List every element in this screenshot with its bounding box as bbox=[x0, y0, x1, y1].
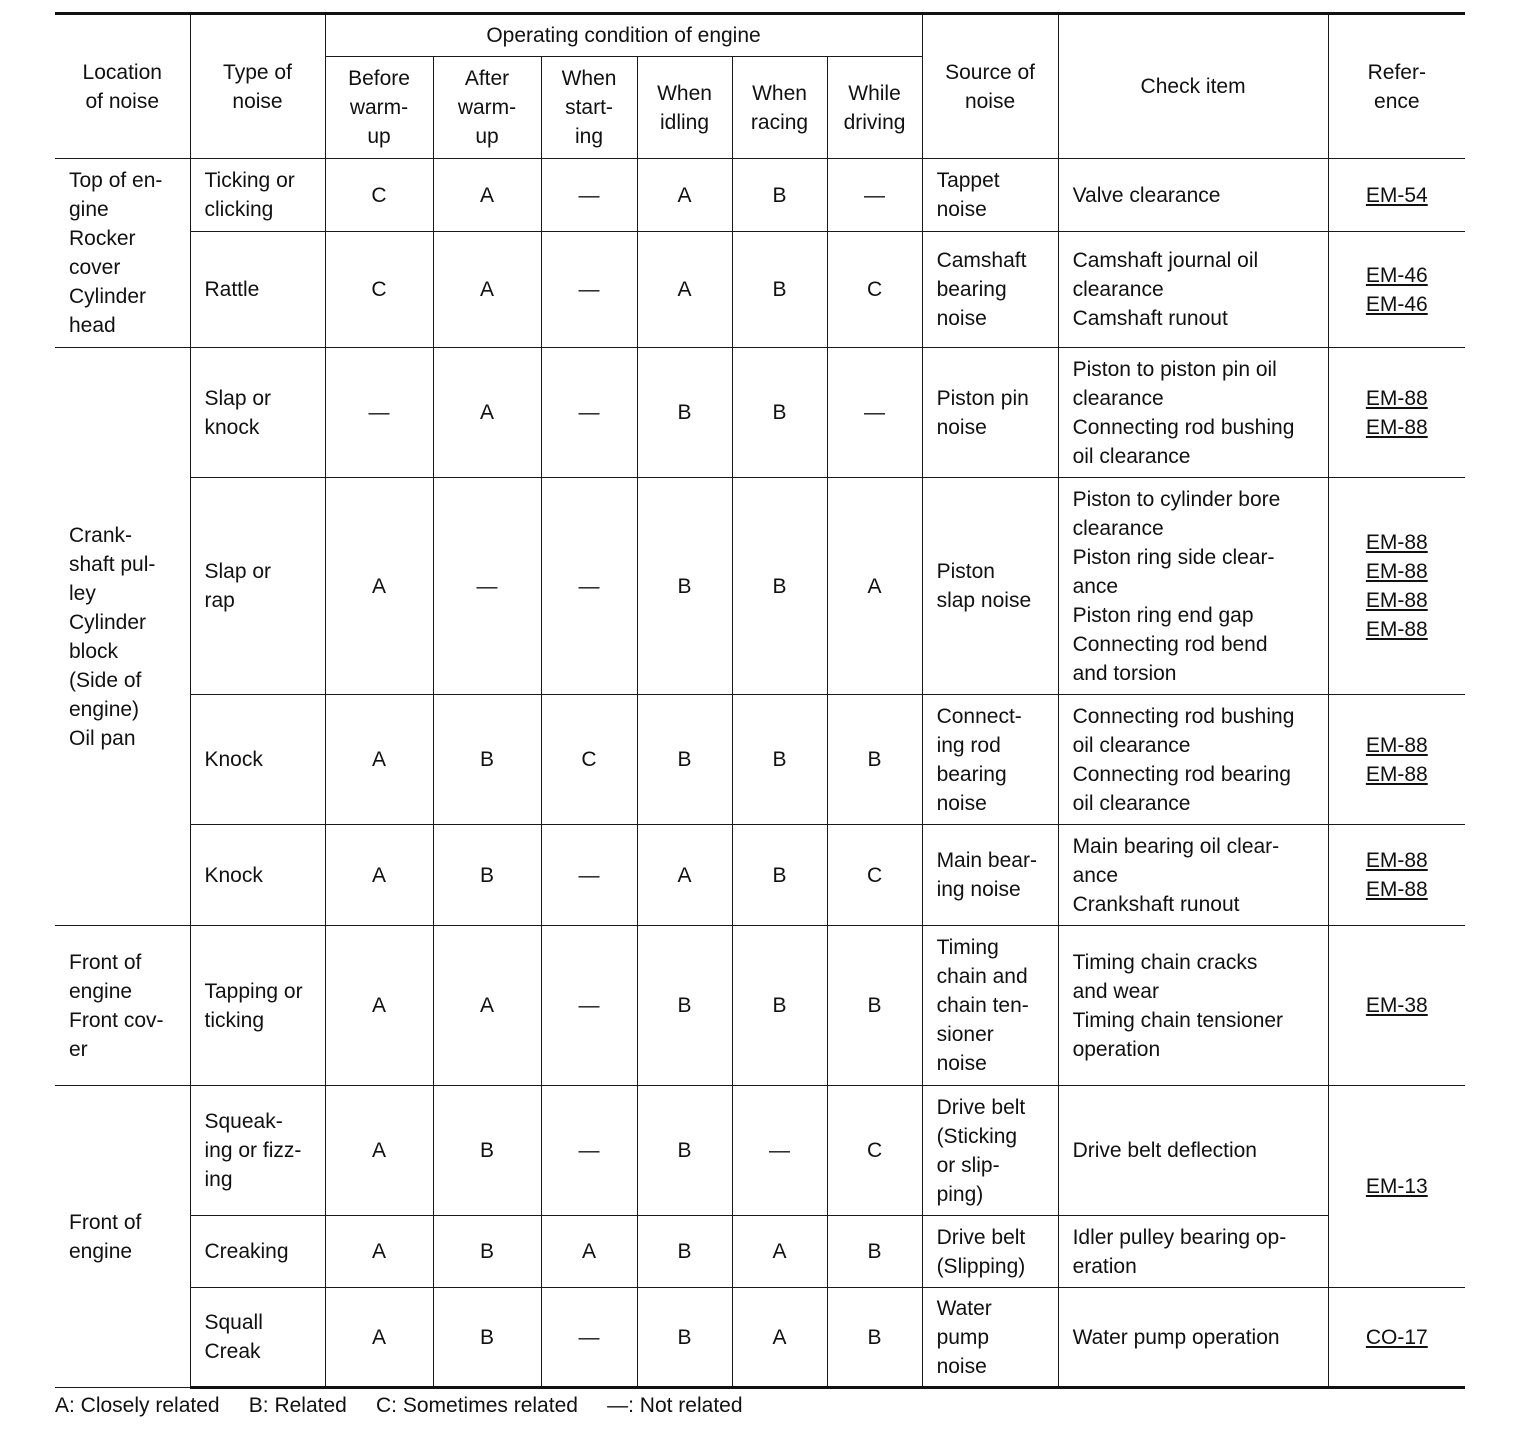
reference-link[interactable]: EM-88 bbox=[1365, 878, 1428, 901]
noise-source-cell: Tappet noise bbox=[922, 159, 1058, 232]
engine-noise-table-container bbox=[55, 12, 1465, 1389]
condition-cell-when-idling: A bbox=[637, 159, 732, 232]
legend-closely-related: A: Closely related bbox=[55, 1394, 220, 1417]
noise-source-cell: Piston slap noise bbox=[922, 478, 1058, 695]
reference-link[interactable]: EM-88 bbox=[1365, 560, 1428, 583]
reference-cell bbox=[1328, 1086, 1465, 1288]
condition-cell-after-warmup: B bbox=[433, 1216, 541, 1288]
check-item-cell: Valve clearance bbox=[1058, 159, 1328, 232]
noise-type-cell: Ticking or clicking bbox=[190, 159, 325, 232]
noise-source-cell: Camshaft bearing noise bbox=[922, 232, 1058, 348]
condition-cell-when-idling: B bbox=[637, 695, 732, 825]
condition-cell-after-warmup: A bbox=[433, 159, 541, 232]
noise-source-cell: Main bear- ing noise bbox=[922, 825, 1058, 926]
condition-cell-when-racing: B bbox=[732, 825, 827, 926]
noise-source-cell: Water pump noise bbox=[922, 1288, 1058, 1388]
legend-sometimes-related: C: Sometimes related bbox=[376, 1394, 578, 1417]
condition-cell-while-driving: C bbox=[827, 1086, 922, 1216]
header-after-warmup: After warm- up bbox=[433, 57, 541, 159]
condition-cell-before-warmup: C bbox=[325, 232, 433, 348]
reference-link[interactable]: EM-46 bbox=[1365, 292, 1428, 316]
engine-noise-diagnosis-table bbox=[55, 12, 1465, 1389]
reference-link[interactable]: EM-88 bbox=[1365, 849, 1428, 872]
condition-cell-when-idling: B bbox=[637, 348, 732, 478]
condition-cell-when-starting: — bbox=[541, 825, 637, 926]
noise-type-cell: Squeak- ing or fizz- ing bbox=[190, 1086, 325, 1216]
condition-cell-after-warmup: A bbox=[433, 232, 541, 348]
header-check-item: Check item bbox=[1058, 14, 1328, 159]
table-row bbox=[55, 1288, 1465, 1388]
header-when-starting: When start- ing bbox=[541, 57, 637, 159]
reference-link[interactable]: EM-46 bbox=[1365, 263, 1428, 287]
reference-link[interactable]: EM-13 bbox=[1365, 1175, 1428, 1198]
reference-link[interactable]: CO-17 bbox=[1365, 1325, 1428, 1349]
condition-cell-when-starting: — bbox=[541, 926, 637, 1086]
condition-cell-when-starting: — bbox=[541, 1086, 637, 1216]
condition-cell-after-warmup: B bbox=[433, 1288, 541, 1388]
noise-source-cell: Connect- ing rod bearing noise bbox=[922, 695, 1058, 825]
condition-cell-while-driving: C bbox=[827, 825, 922, 926]
noise-type-cell: Rattle bbox=[190, 232, 325, 348]
reference-link[interactable]: EM-88 bbox=[1365, 386, 1428, 410]
header-source: Source of noise bbox=[922, 14, 1058, 159]
header-while-driving: While driving bbox=[827, 57, 922, 159]
header-when-racing: When racing bbox=[732, 57, 827, 159]
legend-related: B: Related bbox=[248, 1394, 347, 1417]
condition-cell-after-warmup: B bbox=[433, 825, 541, 926]
condition-cell-when-racing: B bbox=[732, 926, 827, 1086]
condition-cell-before-warmup: A bbox=[325, 825, 433, 926]
condition-cell-while-driving: C bbox=[827, 232, 922, 348]
check-item-cell: Idler pulley bearing op- eration bbox=[1058, 1216, 1328, 1288]
condition-cell-while-driving: — bbox=[827, 159, 922, 232]
noise-type-cell: Knock bbox=[190, 825, 325, 926]
condition-cell-when-racing: B bbox=[732, 159, 827, 232]
noise-source-cell: Drive belt (Slipping) bbox=[922, 1216, 1058, 1288]
check-item-cell: Main bearing oil clear- ance Crankshaft runout bbox=[1058, 825, 1328, 926]
condition-cell-when-starting: — bbox=[541, 348, 637, 478]
location-cell-crankshaft-cylinder-block: Crank- shaft pul- ley Cylinder block (Side of engine) Oil pan bbox=[55, 348, 190, 926]
table-row bbox=[55, 478, 1465, 695]
condition-cell-after-warmup: B bbox=[433, 1086, 541, 1216]
header-operating-condition: Operating condition of engine bbox=[325, 14, 922, 57]
legend bbox=[55, 1394, 743, 1418]
condition-cell-when-starting: — bbox=[541, 232, 637, 348]
reference-link[interactable]: EM-54 bbox=[1365, 183, 1428, 207]
reference-cell bbox=[1328, 478, 1465, 695]
check-item-cell: Timing chain cracks and wear Timing chain tensioner operation bbox=[1058, 926, 1328, 1086]
condition-cell-when-starting: — bbox=[541, 478, 637, 695]
reference-link[interactable]: EM-88 bbox=[1365, 531, 1428, 554]
header-reference: Refer- ence bbox=[1328, 14, 1465, 159]
condition-cell-while-driving: B bbox=[827, 1216, 922, 1288]
check-item-cell: Camshaft journal oil clearance Camshaft runout bbox=[1058, 232, 1328, 348]
header-when-idling: When idling bbox=[637, 57, 732, 159]
condition-cell-before-warmup: A bbox=[325, 1288, 433, 1388]
reference-link[interactable]: EM-88 bbox=[1365, 589, 1428, 612]
legend-not-related: —: Not related bbox=[607, 1394, 743, 1417]
noise-type-cell: Creaking bbox=[190, 1216, 325, 1288]
condition-cell-before-warmup: — bbox=[325, 348, 433, 478]
condition-cell-when-racing: B bbox=[732, 232, 827, 348]
header-before-warmup: Before warm- up bbox=[325, 57, 433, 159]
table-row bbox=[55, 695, 1465, 825]
condition-cell-after-warmup: B bbox=[433, 695, 541, 825]
location-cell-top-of-engine: Top of en- gine Rocker cover Cylinder head bbox=[55, 159, 190, 348]
condition-cell-before-warmup: A bbox=[325, 1216, 433, 1288]
header-type: Type of noise bbox=[190, 14, 325, 159]
table-row bbox=[55, 232, 1465, 348]
condition-cell-when-idling: A bbox=[637, 232, 732, 348]
noise-source-cell: Piston pin noise bbox=[922, 348, 1058, 478]
condition-cell-when-racing: — bbox=[732, 1086, 827, 1216]
condition-cell-when-idling: B bbox=[637, 1216, 732, 1288]
condition-cell-when-idling: A bbox=[637, 825, 732, 926]
condition-cell-before-warmup: A bbox=[325, 695, 433, 825]
check-item-cell: Piston to piston pin oil clearance Connecting rod bushing oil clearance bbox=[1058, 348, 1328, 478]
condition-cell-when-starting: C bbox=[541, 695, 637, 825]
table-row bbox=[55, 159, 1465, 232]
condition-cell-after-warmup: A bbox=[433, 926, 541, 1086]
check-item-cell: Drive belt deflection bbox=[1058, 1086, 1328, 1216]
condition-cell-before-warmup: A bbox=[325, 478, 433, 695]
header-location: Location of noise bbox=[55, 14, 190, 159]
noise-type-cell: Squall Creak bbox=[190, 1288, 325, 1388]
condition-cell-before-warmup: A bbox=[325, 926, 433, 1086]
condition-cell-before-warmup: A bbox=[325, 1086, 433, 1216]
reference-cell bbox=[1328, 926, 1465, 1086]
noise-source-cell: Drive belt (Sticking or slip- ping) bbox=[922, 1086, 1058, 1216]
table-row bbox=[55, 825, 1465, 926]
noise-type-cell: Slap or rap bbox=[190, 478, 325, 695]
reference-cell bbox=[1328, 232, 1465, 348]
reference-cell bbox=[1328, 1288, 1465, 1388]
condition-cell-after-warmup: — bbox=[433, 478, 541, 695]
condition-cell-when-starting: A bbox=[541, 1216, 637, 1288]
condition-cell-when-idling: B bbox=[637, 1086, 732, 1216]
table-row bbox=[55, 1086, 1465, 1216]
condition-cell-when-idling: B bbox=[637, 926, 732, 1086]
table-row bbox=[55, 348, 1465, 478]
table-row bbox=[55, 1216, 1465, 1288]
condition-cell-when-idling: B bbox=[637, 1288, 732, 1388]
reference-cell bbox=[1328, 825, 1465, 926]
condition-cell-while-driving: B bbox=[827, 695, 922, 825]
condition-cell-before-warmup: C bbox=[325, 159, 433, 232]
condition-cell-when-racing: B bbox=[732, 478, 827, 695]
condition-cell-when-starting: — bbox=[541, 1288, 637, 1388]
condition-cell-while-driving: B bbox=[827, 1288, 922, 1388]
location-cell-front-of-engine: Front of engine bbox=[55, 1086, 190, 1388]
reference-link[interactable]: EM-88 bbox=[1365, 618, 1428, 641]
check-item-cell: Water pump operation bbox=[1058, 1288, 1328, 1388]
reference-link[interactable]: EM-38 bbox=[1365, 994, 1428, 1017]
condition-cell-when-idling: B bbox=[637, 478, 732, 695]
check-item-cell: Connecting rod bushing oil clearance Connecting rod bearing oil clearance bbox=[1058, 695, 1328, 825]
condition-cell-while-driving: A bbox=[827, 478, 922, 695]
noise-source-cell: Timing chain and chain ten- sioner noise bbox=[922, 926, 1058, 1086]
noise-type-cell: Knock bbox=[190, 695, 325, 825]
location-cell-front-cover: Front of engine Front cov- er bbox=[55, 926, 190, 1086]
condition-cell-while-driving: — bbox=[827, 348, 922, 478]
condition-cell-when-racing: B bbox=[732, 348, 827, 478]
condition-cell-when-racing: A bbox=[732, 1288, 827, 1388]
reference-link[interactable]: EM-88 bbox=[1365, 733, 1428, 757]
condition-cell-after-warmup: A bbox=[433, 348, 541, 478]
reference-link[interactable]: EM-88 bbox=[1365, 762, 1428, 786]
reference-cell bbox=[1328, 348, 1465, 478]
reference-cell bbox=[1328, 159, 1465, 232]
condition-cell-when-racing: A bbox=[732, 1216, 827, 1288]
condition-cell-when-starting: — bbox=[541, 159, 637, 232]
reference-link[interactable]: EM-88 bbox=[1365, 415, 1428, 439]
reference-cell bbox=[1328, 695, 1465, 825]
noise-type-cell: Slap or knock bbox=[190, 348, 325, 478]
table-row bbox=[55, 926, 1465, 1086]
condition-cell-while-driving: B bbox=[827, 926, 922, 1086]
condition-cell-when-racing: B bbox=[732, 695, 827, 825]
check-item-cell: Piston to cylinder bore clearance Piston ring side clear- ance Piston ring end gap Connecting rod bend and torsion bbox=[1058, 478, 1328, 695]
noise-type-cell: Tapping or ticking bbox=[190, 926, 325, 1086]
